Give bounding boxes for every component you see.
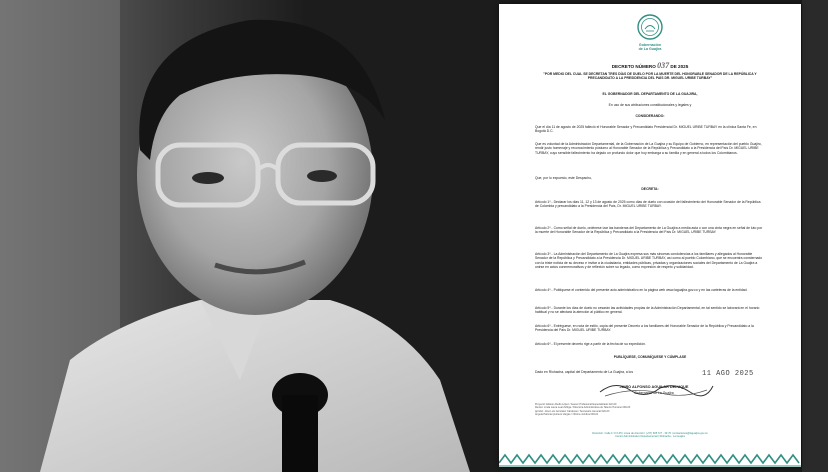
article-6: Artículo 6º.- Entréguese, en nota de estilo, copia del presente Decreto a los familiares del Honorable Senador de la República y Precandidato a la Presidencia del País Dr. MIGUEL URIBE TURBAY. (535, 324, 754, 333)
considerando-heading: CONSIDERANDO: (635, 114, 665, 118)
powers-text: En uso de sus atribuciones constitucionales y legales y (608, 103, 692, 107)
footer-contact: Dirección: Calle 1ª # 6-05 | Línea de Atención: (+57) 605 727 - 39 76 | contactenos@laguajira.gov.co Centro Administrativo Departamental | Riohacha - La Guajira (592, 432, 708, 439)
considerando-1: Que el día 11 de agosto de 2025 falleció el Honorable Senador y Precandidato Presidencial Dr. MIGUEL URIBE TURBAY en la clínica Santa Fe, en Bogotá D.C. (535, 125, 757, 134)
article-1: Artículo 1º.- Declarar los días 11, 12 y 13 de agosto de 2025 como días de duelo con ocasión del fallecimiento del Honorable Senador de la República de Colombia y precandidato a la Presidencia del País, Dr. MIGUEL URIBE TURBAY. (535, 200, 761, 209)
dado-en-line: Dado en Riohacha, capital del Departamento de La Guajira, a los (535, 370, 634, 374)
review-block: Proyectó: Edison Abello López / Asesor Profesional Especializado 222-09 Revisó: Linda Laura Leal Zuñiga / Directora Administrativa de Talento Humano 009-03 Aprobó: José Luis Gonzalez Cárdenas / Secretario General 020-03 Ángela Patricia Quintero Vargas / Oficina Jurídica 006-01 (535, 403, 631, 417)
decreta-heading: DECRETA: (641, 187, 659, 191)
signer-role: Gobernador de La Guajira (634, 391, 674, 395)
article-5: Artículo 5º.- Durante los días de duelo no cesarán las actividades propias de la Administración Departamental, en tal sentido se laborará en el horario habitual y no se afectará la atención al público en general. (535, 306, 760, 315)
article-7: Artículo 6º.- El presente decreto rige a partir de la fecha de su expedición. (535, 342, 646, 346)
decree-document (499, 4, 801, 467)
article-3: Artículo 3º.- La Administración del Departamento de La Guajira expresa sus más sinceras condolencias a los familiares y allegados al Honorable Senador de la República y Precandidato a la Presidencia Dr. MIGUEL URIBE TURBAY, así como al pueblo Colombiano, que se encuentra consternado con la triste noticia de su deceso e invitar a la ciudadanía, entidades públicas, privadas y organizaciones sociales del Departamento de La Guajira a unirse en actos conmemorativos y de reflexión sobre su legado, como expresión de respeto y solidaridad. (535, 252, 763, 269)
logo-caption: Gobernación de La Guajira (638, 43, 662, 51)
article-2: Artículo 2º.- Como señal de duelo, ordénese izar las banderas del Departamento de La Guajira a media asta o con una cinta negra en señal de luto por la muerte del Honorable Senador de la República y Precandidato a la Presidencia del País Dr. MIGUEL URIBE TURBAY. (535, 226, 763, 235)
article-4: Artículo 4º.- Publíquese el contenido del presente acto administrativo en la página web www.laguajira.gov.co y en las carteleras de la entidad. (535, 288, 748, 292)
decorative-footer-pattern (499, 451, 801, 467)
considerando-3: Que, por lo expuesto, este Despacho, (535, 176, 592, 180)
decree-title: "POR MEDIO DEL CUAL SE DECRETAN TRES DÍAS DE DUELO POR LA MUERTE DEL HONORABLE SENADOR DE LA REPÚBLICA Y PRECANDIDATO A LA PRESIDENCIA DEL PAÍS DR. MIGUEL URIBE TURBAY" (543, 72, 757, 81)
considerando-2: Que es voluntad de la Administración Departamental, de la Gobernación de La Guajira y su Equipo de Gobierno, en representación del pueblo Guajiro, rendir justo homenaje y reconocimiento póstumo al Honorable Senador de la República y Precandidato a la Presidencia del País Dr. MIGUEL URIBE TURBAY, cuyo sensible fallecimiento ha dejado un profundo dolor que hoy embarga a su familia y en general a todos los Colombianos. (535, 142, 762, 155)
right-edge-shadow (802, 0, 828, 472)
governor-heading: EL GOBERNADOR DEL DEPARTAMENTO DE LA GUAJIRA, (602, 92, 698, 96)
decree-number-line: DECRETO NÚMERO 037 DE 2025 (611, 61, 689, 70)
publiquese-line: PUBLÍQUESE, COMUNÍQUESE Y CÚMPLASE (613, 355, 687, 359)
date-stamp: 11 AGO 2025 (702, 370, 754, 378)
governorate-seal-icon (637, 14, 663, 40)
signer-name: JAIRO ALFONSO AGUILAR DELUQUE (619, 385, 689, 389)
